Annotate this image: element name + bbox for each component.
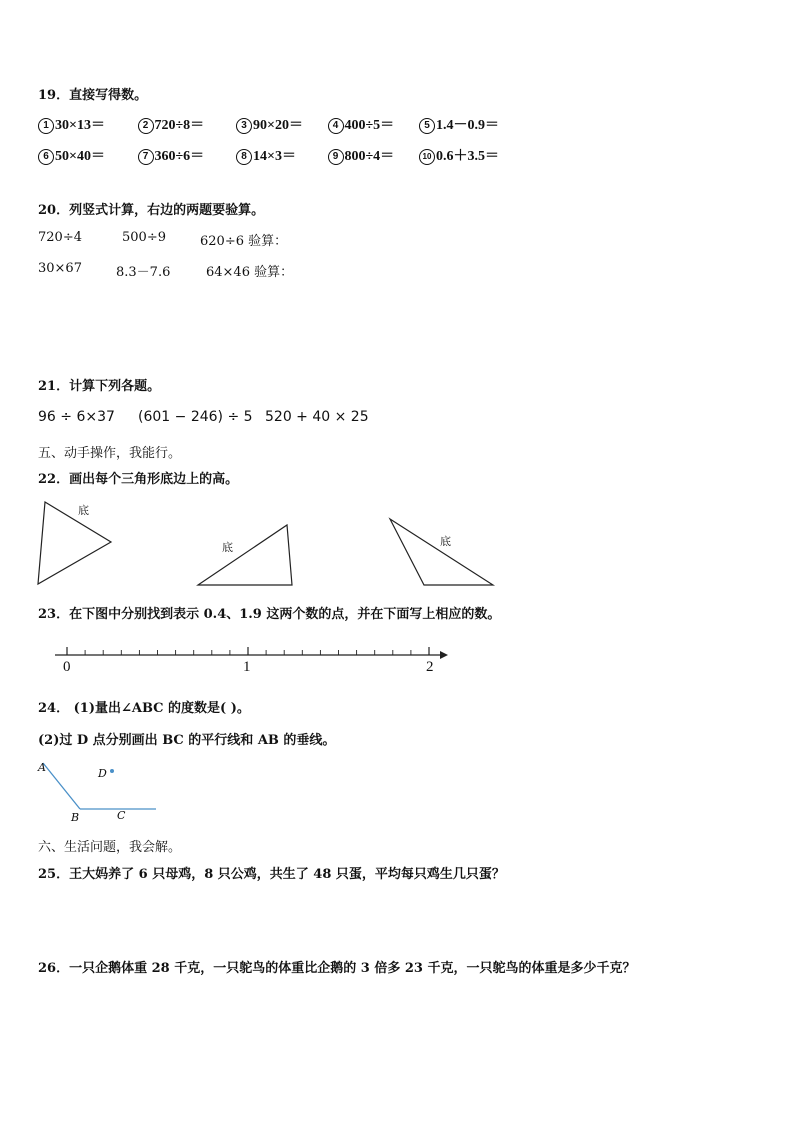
point-b-label: B <box>71 811 80 824</box>
arrow-right-icon <box>440 651 448 659</box>
circled-number: 7 <box>138 149 154 165</box>
number-line <box>55 647 448 659</box>
q20-expr-1: 720÷4 <box>38 230 82 245</box>
q26-text: 26．一只企鹅体重 28 千克，一只鸵鸟的体重比企鹅的 3 倍多 23 千克，一只鸵鸟的体重是多少千克？ <box>38 961 636 976</box>
circled-number: 6 <box>38 149 54 165</box>
circled-number: 10 <box>419 149 435 165</box>
triangle-1 <box>38 502 111 584</box>
section-5-heading: 五、动手操作，我能行。 <box>38 446 182 461</box>
q20-expr-4: 30×67 <box>38 261 82 276</box>
q19-item-8: 8 14×3＝ <box>236 145 324 165</box>
circled-number: 9 <box>328 149 344 165</box>
q24-part1: 24． (1)量出∠ABC 的度数是( )。 <box>38 701 250 716</box>
circled-number: 3 <box>236 118 252 134</box>
q20-expr-5: 8.3－7.6 <box>116 265 171 280</box>
q19-item-9: 9 800÷4＝ <box>328 145 416 165</box>
number-line-label-0: 0 <box>63 659 71 675</box>
q24-part2: (2)过 D 点分别画出 BC 的平行线和 AB 的垂线。 <box>38 733 336 748</box>
point-d <box>110 769 114 773</box>
q19-title: 19．直接写得数。 <box>38 88 148 103</box>
circled-number: 2 <box>138 118 154 134</box>
triangle-3 <box>390 519 493 585</box>
q20-expr-6: 64×46 验算： <box>206 265 294 280</box>
circled-number: 4 <box>328 118 344 134</box>
point-c-label: C <box>117 809 126 822</box>
q23-title: 23．在下图中分别找到表示 0.4、1.9 这两个数的点，并在下面写上相应的数。 <box>38 607 501 622</box>
q19-item-6: 6 50×40＝ <box>38 145 134 165</box>
q22-title: 22．画出每个三角形底边上的高。 <box>38 472 239 487</box>
q19-item-1: 1 30×13＝ <box>38 114 134 134</box>
number-line-label-2: 2 <box>426 659 434 675</box>
q19-item-10: 10 0.6＋3.5＝ <box>419 145 499 165</box>
circled-number: 8 <box>236 149 252 165</box>
triangle-2 <box>198 525 292 585</box>
point-d-label: D <box>98 767 107 780</box>
number-line-label-1: 1 <box>243 659 251 675</box>
triangle-3-base-label: 底 <box>440 535 451 548</box>
triangle-1-base-label: 底 <box>78 504 89 517</box>
number-line-ticks <box>67 647 429 655</box>
q21-expr-1: 96 ÷ 6×37 <box>38 409 115 425</box>
section-6-heading: 六、生活问题，我会解。 <box>38 840 182 855</box>
q19-item-5: 5 1.4－0.9＝ <box>419 114 499 134</box>
q19-item-2: 2 720÷8＝ <box>138 114 233 134</box>
q20-expr-3: 620÷6 验算： <box>200 234 288 249</box>
q20-expr-2: 500÷9 <box>122 230 166 245</box>
q21-title: 21．计算下列各题。 <box>38 379 161 394</box>
q21-expr-3: 520 + 40 × 25 <box>265 409 369 425</box>
circled-number: 1 <box>38 118 54 134</box>
ray-ba <box>43 763 80 809</box>
q25-text: 25．王大妈养了 6 只母鸡，8 只公鸡，共生了 48 只蛋，平均每只鸡生几只蛋？ <box>38 867 505 882</box>
q21-expr-2: (601 − 246) ÷ 5 <box>138 409 253 425</box>
q19-item-3: 3 90×20＝ <box>236 114 324 134</box>
q19-item-7: 7 360÷6＝ <box>138 145 233 165</box>
q20-title: 20．列竖式计算，右边的两题要验算。 <box>38 203 265 218</box>
point-a-label: A <box>38 761 46 774</box>
circled-number: 5 <box>419 118 435 134</box>
triangle-2-base-label: 底 <box>222 541 233 554</box>
q19-item-4: 4 400÷5＝ <box>328 114 416 134</box>
